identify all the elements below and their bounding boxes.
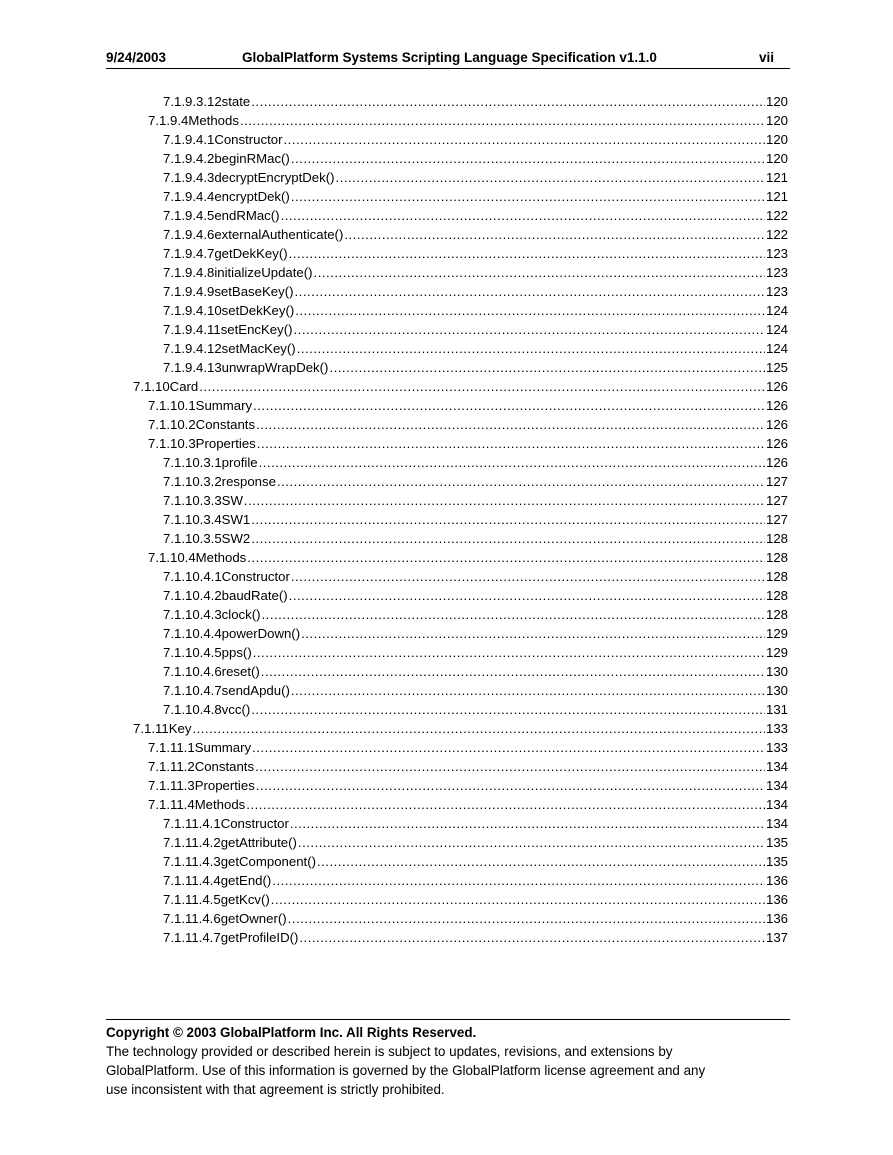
toc-entry-title: SW: [221, 493, 243, 508]
toc-entry-page: 124: [765, 303, 788, 318]
toc-entry[interactable]: [148, 795, 788, 814]
toc-entry[interactable]: [148, 415, 788, 434]
toc-dot-leader: [277, 472, 765, 491]
toc-entry-number: 7.1.9.4.6: [163, 227, 215, 242]
toc-dot-leader: [284, 130, 765, 149]
toc-entry[interactable]: [163, 890, 788, 909]
toc-dot-leader: [301, 624, 765, 643]
toc-entry-number: 7.1.10.3.1: [163, 455, 222, 470]
toc-entry-title: Constants: [194, 759, 255, 774]
toc-entry-number: 7.1.9.3.12: [163, 94, 222, 109]
toc-entry-number: 7.1.9.4.11: [163, 322, 221, 337]
toc-entry[interactable]: [133, 377, 788, 396]
toc-entry-number: 7.1.9.4.2: [163, 151, 215, 166]
toc-dot-leader: [253, 643, 765, 662]
toc-dot-leader: [251, 510, 765, 529]
toc-entry-page: 125: [765, 360, 788, 375]
toc-entry-title: powerDown(): [221, 626, 301, 641]
header-rule: [106, 68, 790, 69]
toc-entry-number: 7.1.10.3: [148, 436, 196, 451]
toc-dot-leader: [256, 776, 765, 795]
footer-rule: [106, 1019, 790, 1020]
toc-entry[interactable]: [163, 168, 788, 187]
toc-entry-title: SW2: [221, 531, 251, 546]
toc-entry-page: 120: [765, 94, 788, 109]
toc-entry-number: 7.1.11: [133, 721, 169, 736]
toc-entry-number: 7.1.10.4.4: [163, 626, 222, 641]
toc-entry-title: pps(): [221, 645, 252, 660]
toc-entry-title: Methods: [188, 113, 239, 128]
toc-entry[interactable]: [163, 472, 788, 491]
toc-entry[interactable]: [163, 681, 788, 700]
toc-entry[interactable]: [163, 909, 788, 928]
toc-entry-title: Key: [168, 721, 192, 736]
toc-entry-title: getOwner(): [220, 911, 287, 926]
toc-entry-title: externalAuthenticate(): [214, 227, 344, 242]
toc-entry-page: 128: [765, 531, 788, 546]
toc-entry-page: 123: [765, 284, 788, 299]
toc-entry-number: 7.1.10.2: [148, 417, 196, 432]
header-title: GlobalPlatform Systems Scripting Language Specification v1.1.0: [242, 50, 657, 65]
toc-entry-page: 131: [765, 702, 788, 717]
toc-entry-title: Constructor: [214, 132, 283, 147]
toc-dot-leader: [262, 605, 765, 624]
toc-entry-page: 122: [765, 208, 788, 223]
toc-entry[interactable]: [163, 301, 788, 320]
toc-dot-leader: [281, 206, 765, 225]
toc-entry-page: 126: [765, 379, 788, 394]
toc-entry-title: getProfileID(): [220, 930, 299, 945]
toc-entry-number: 7.1.9.4: [148, 113, 189, 128]
toc-entry[interactable]: [163, 662, 788, 681]
toc-entry-title: reset(): [221, 664, 260, 679]
toc-entry-number: 7.1.11.2: [148, 759, 195, 774]
toc-entry[interactable]: [163, 358, 788, 377]
page-footer: [106, 1023, 790, 1099]
toc-entry-title: endRMac(): [214, 208, 280, 223]
toc-entry-page: 127: [765, 493, 788, 508]
toc-entry-page: 126: [765, 455, 788, 470]
toc-entry-page: 120: [765, 151, 788, 166]
toc-entry-number: 7.1.9.4.1: [163, 132, 215, 147]
toc-entry-number: 7.1.9.4.4: [163, 189, 215, 204]
footer-notice-line: GlobalPlatform. Use of this information is governed by the GlobalPlatform license agreement and any: [106, 1063, 706, 1078]
toc-dot-leader: [192, 719, 765, 738]
toc-entry[interactable]: [163, 928, 788, 947]
toc-dot-leader: [257, 434, 765, 453]
toc-entry-page: 124: [765, 322, 788, 337]
toc-entry-number: 7.1.11.3: [148, 778, 195, 793]
toc-dot-leader: [255, 757, 765, 776]
toc-entry[interactable]: [163, 586, 788, 605]
toc-entry-page: 129: [765, 645, 788, 660]
toc-dot-leader: [247, 548, 765, 567]
toc-entry-title: Properties: [195, 436, 256, 451]
toc-entry-title: getKcv(): [220, 892, 270, 907]
toc-entry-number: 7.1.10.1: [148, 398, 196, 413]
toc-entry-title: setBaseKey(): [214, 284, 294, 299]
page-header: [106, 50, 790, 68]
toc-dot-leader: [314, 263, 765, 282]
toc-entry[interactable]: [163, 225, 788, 244]
toc-dot-leader: [295, 301, 765, 320]
toc-entry-number: 7.1.10.4.7: [163, 683, 222, 698]
toc-entry-title: setDekKey(): [221, 303, 295, 318]
toc-entry-page: 135: [765, 835, 788, 850]
toc-entry-page: 123: [765, 265, 788, 280]
header-page-number: vii: [758, 50, 774, 65]
toc-entry-page: 126: [765, 417, 788, 432]
toc-entry[interactable]: [148, 776, 788, 795]
toc-entry[interactable]: [163, 263, 788, 282]
toc-entry-number: 7.1.10: [133, 379, 170, 394]
toc-dot-leader: [290, 814, 765, 833]
toc-entry-page: 137: [765, 930, 788, 945]
toc-entry-page: 122: [765, 227, 788, 242]
toc-dot-leader: [291, 187, 765, 206]
toc-entry-title: getDekKey(): [214, 246, 288, 261]
toc-entry-page: 134: [765, 816, 788, 831]
toc-entry-page: 135: [765, 854, 788, 869]
toc-entry[interactable]: [163, 149, 788, 168]
toc-entry-page: 128: [765, 588, 788, 603]
toc-entry-number: 7.1.10.3.3: [163, 493, 222, 508]
toc-entry-number: 7.1.11.4: [148, 797, 195, 812]
toc-dot-leader: [246, 795, 765, 814]
toc-dot-leader: [336, 168, 765, 187]
toc-entry-number: 7.1.10.4.8: [163, 702, 222, 717]
toc-entry[interactable]: [163, 187, 788, 206]
toc-entry-number: 7.1.10.3.5: [163, 531, 222, 546]
toc-dot-leader: [199, 377, 765, 396]
toc-entry[interactable]: [163, 92, 788, 111]
toc-entry[interactable]: [163, 529, 788, 548]
toc-entry[interactable]: [163, 833, 788, 852]
toc-entry-title: Summary: [195, 398, 253, 413]
toc-entry[interactable]: [163, 700, 788, 719]
toc-entry-number: 7.1.11.4.3: [163, 854, 221, 869]
toc-entry-title: getAttribute(): [220, 835, 297, 850]
toc-entry[interactable]: [163, 605, 788, 624]
toc-dot-leader: [297, 339, 765, 358]
toc-dot-leader: [256, 415, 765, 434]
toc-dot-leader: [291, 681, 765, 700]
toc-entry-number: 7.1.9.4.7: [163, 246, 215, 261]
toc-entry[interactable]: [163, 130, 788, 149]
toc-entry-title: encryptDek(): [214, 189, 290, 204]
toc-entry-page: 123: [765, 246, 788, 261]
toc-entry-number: 7.1.11.4.1: [163, 816, 221, 831]
toc-dot-leader: [289, 586, 765, 605]
toc-entry-number: 7.1.9.4.5: [163, 208, 215, 223]
toc-entry[interactable]: [148, 111, 788, 130]
toc-entry-page: 130: [765, 664, 788, 679]
toc-entry-number: 7.1.10.4.6: [163, 664, 222, 679]
toc-entry-number: 7.1.11.4.2: [163, 835, 221, 850]
toc-entry-number: 7.1.10.4.3: [163, 607, 222, 622]
toc-entry-title: initializeUpdate(): [214, 265, 313, 280]
toc-entry-number: 7.1.10.3.4: [163, 512, 222, 527]
toc-dot-leader: [295, 282, 765, 301]
toc-entry-title: Constructor: [221, 569, 290, 584]
toc-dot-leader: [298, 833, 765, 852]
toc-dot-leader: [291, 567, 765, 586]
toc-entry[interactable]: [163, 871, 788, 890]
toc-entry-page: 133: [765, 740, 788, 755]
toc-entry-page: 134: [765, 797, 788, 812]
toc-entry[interactable]: [163, 453, 788, 472]
toc-entry-number: 7.1.9.4.12: [163, 341, 222, 356]
toc-entry-title: baudRate(): [221, 588, 288, 603]
toc-dot-leader: [261, 662, 765, 681]
toc-entry[interactable]: [148, 757, 788, 776]
toc-dot-leader: [272, 871, 765, 890]
toc-entry-title: unwrapWrapDek(): [221, 360, 329, 375]
toc-entry-title: Constants: [195, 417, 256, 432]
toc-entry-page: 124: [765, 341, 788, 356]
toc-entry-page: 136: [765, 873, 788, 888]
toc-entry-page: 134: [765, 778, 788, 793]
toc-entry-title: vcc(): [221, 702, 251, 717]
toc-dot-leader: [317, 852, 765, 871]
toc-dot-leader: [344, 225, 765, 244]
toc-dot-leader: [259, 453, 765, 472]
toc-entry[interactable]: [163, 282, 788, 301]
toc-entry-number: 7.1.11.1: [148, 740, 195, 755]
toc-entry-number: 7.1.11.4.7: [163, 930, 221, 945]
toc-entry-page: 127: [765, 474, 788, 489]
toc-entry[interactable]: [148, 434, 788, 453]
toc-dot-leader: [240, 111, 765, 130]
toc-entry[interactable]: [163, 510, 788, 529]
toc-entry[interactable]: [163, 339, 788, 358]
toc-entry[interactable]: [163, 244, 788, 263]
toc-entry[interactable]: [163, 567, 788, 586]
toc-entry-page: 121: [765, 189, 788, 204]
toc-entry-page: 133: [765, 721, 788, 736]
toc-dot-leader: [289, 244, 765, 263]
toc-entry[interactable]: [133, 719, 788, 738]
toc-entry-number: 7.1.10.4.2: [163, 588, 222, 603]
toc-entry-number: 7.1.10.3.2: [163, 474, 222, 489]
toc-entry-page: 127: [765, 512, 788, 527]
toc-dot-leader: [244, 491, 765, 510]
toc-entry-page: 121: [765, 170, 788, 185]
toc-entry-page: 126: [765, 398, 788, 413]
toc-dot-leader: [251, 92, 765, 111]
toc-entry[interactable]: [163, 491, 788, 510]
toc-entry-number: 7.1.9.4.13: [163, 360, 222, 375]
toc-dot-leader: [253, 396, 765, 415]
toc-entry[interactable]: [163, 643, 788, 662]
toc-entry-page: 129: [765, 626, 788, 641]
toc-dot-leader: [252, 738, 765, 757]
toc-entry-number: 7.1.11.4.4: [163, 873, 221, 888]
toc-entry-title: setEncKey(): [220, 322, 293, 337]
footer-notice-line: use inconsistent with that agreement is strictly prohibited.: [106, 1082, 445, 1097]
toc-entry-title: getComponent(): [220, 854, 316, 869]
toc-entry-number: 7.1.11.4.6: [163, 911, 221, 926]
toc-entry[interactable]: [163, 624, 788, 643]
toc-entry-title: Summary: [194, 740, 252, 755]
toc-entry[interactable]: [148, 548, 788, 567]
toc-entry-number: 7.1.9.4.8: [163, 265, 215, 280]
footer-copyright: Copyright © 2003 GlobalPlatform Inc. All Rights Reserved.: [106, 1025, 477, 1040]
toc-entry-title: getEnd(): [220, 873, 272, 888]
toc-dot-leader: [291, 149, 765, 168]
toc-entry-title: response: [221, 474, 276, 489]
toc-entry[interactable]: [163, 852, 788, 871]
toc-dot-leader: [294, 320, 765, 339]
toc-entry-title: Properties: [194, 778, 255, 793]
toc-entry-number: 7.1.10.4.1: [163, 569, 222, 584]
toc-entry-title: sendApdu(): [221, 683, 290, 698]
header-date: 9/24/2003: [106, 50, 167, 65]
toc-entry-page: 120: [765, 113, 788, 128]
toc-entry-title: Methods: [195, 550, 247, 565]
toc-entry-page: 126: [765, 436, 788, 451]
toc-entry-title: Card: [169, 379, 199, 394]
toc-entry-title: profile: [221, 455, 258, 470]
footer-notice-line: The technology provided or described herein is subject to updates, revisions, and extensions by: [106, 1044, 673, 1059]
toc-entry[interactable]: [148, 738, 788, 757]
toc-entry-page: 128: [765, 607, 788, 622]
toc-entry-page: 130: [765, 683, 788, 698]
toc-dot-leader: [299, 928, 765, 947]
toc-entry-page: 120: [765, 132, 788, 147]
toc-entry-title: state: [221, 94, 251, 109]
toc-entry-number: 7.1.9.4.3: [163, 170, 215, 185]
toc-entry[interactable]: [148, 396, 788, 415]
toc-entry-title: SW1: [221, 512, 251, 527]
toc-entry-title: decryptEncryptDek(): [214, 170, 335, 185]
toc-dot-leader: [251, 700, 765, 719]
toc-entry-page: 128: [765, 569, 788, 584]
toc-entry-number: 7.1.10.4: [148, 550, 196, 565]
toc-entry[interactable]: [163, 206, 788, 225]
toc-dot-leader: [251, 529, 765, 548]
toc-dot-leader: [271, 890, 765, 909]
toc-dot-leader: [329, 358, 765, 377]
toc-entry-title: setMacKey(): [221, 341, 296, 356]
toc-entry-page: 134: [765, 759, 788, 774]
toc-entry-title: Methods: [194, 797, 246, 812]
toc-entry-page: 128: [765, 550, 788, 565]
toc-entry-page: 136: [765, 892, 788, 907]
toc-entry-page: 136: [765, 911, 788, 926]
toc-entry-number: 7.1.9.4.9: [163, 284, 215, 299]
toc-entry-title: clock(): [221, 607, 261, 622]
toc-entry[interactable]: [163, 814, 788, 833]
toc-entry-title: beginRMac(): [214, 151, 290, 166]
toc-entry-number: 7.1.9.4.10: [163, 303, 222, 318]
toc-entry-title: Constructor: [220, 816, 289, 831]
toc-entry-number: 7.1.11.4.5: [163, 892, 221, 907]
toc-entry[interactable]: [163, 320, 788, 339]
toc-entry-number: 7.1.10.4.5: [163, 645, 222, 660]
toc-dot-leader: [288, 909, 765, 928]
